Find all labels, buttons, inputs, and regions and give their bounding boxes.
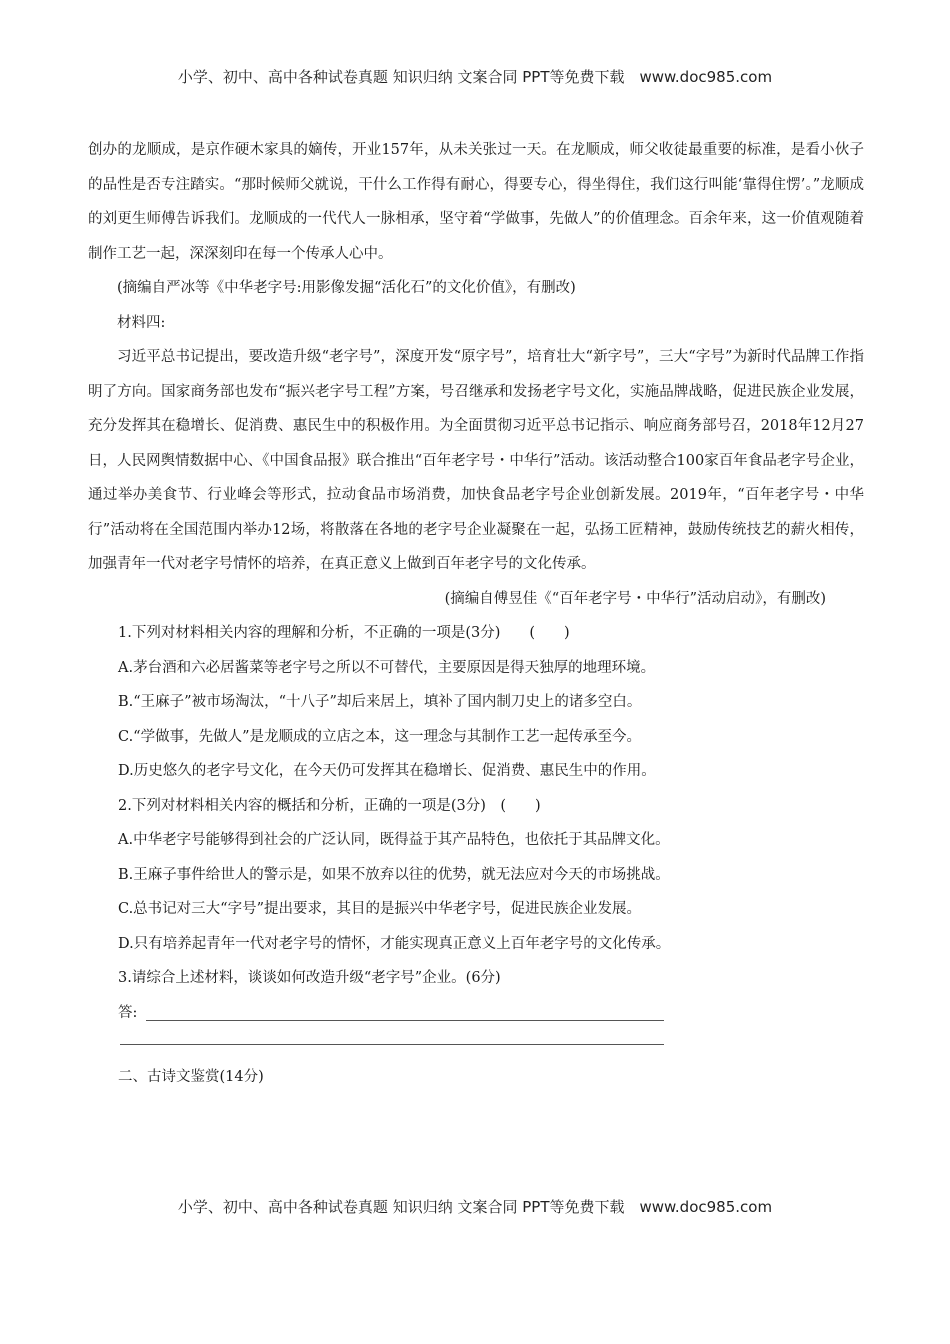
question-1-option-b: B.“王麻子”被市场淘汰，“十八子”却后来居上，填补了国内制刀史上的诸多空白。 — [118, 694, 642, 710]
passage-paragraph-2: 习近平总书记提出，要改造升级“老字号”，深度开发“原字号”，培育壮大“新字号”，三大“字号”为新时代品牌工作指明了方向。国家商务部也发布“振兴老字号工程”方案，号召继承和发扬老字号文化，实施品牌战略，促进民族企业发展，充分发挥其在稳增长、促消费、惠民生中的积极作用。为全面贯彻习近平总书记指示、响应商务部号召，2018年12月27日，人民网舆情数据中心、《中国食品报》联合推出“百年老字号・中华行”活动。该活动整合100家百年食品老字号企业，通过举办美食节、行业峰会等形式，拉动食品市场消费，加快食品老字号企业创新发展。2019年，“百年老字号・中华行”活动将在全国范围内举办12场，将散落在各地的老字号企业凝聚在一起，弘扬工匠精神，鼓励传统技艺的薪火相传，加强青年一代对老字号情怀的培养，在真正意义上做到百年老字号的文化传承。 — [88, 349, 864, 572]
question-3 — [88, 961, 864, 1060]
answer-line-2[interactable] — [88, 1030, 864, 1060]
question-2 — [88, 789, 864, 962]
question-1-option-c: C.“学做事，先做人”是龙顺成的立店之本，这一理念与其制作工艺一起传承至今。 — [118, 728, 642, 745]
footer-banner: 小学、初中、高中各种试卷真题 知识归纳 文案合同 PPT等免费下载 www.doc985.com — [177, 1198, 773, 1216]
source-citation-1: (摘编自严冰等《中华老字号:用影像发掘“活化石”的文化价值》，有删改) — [117, 280, 576, 296]
question-2-option-d: D.只有培养起青年一代对老字号的情怀，才能实现真正意义上百年老字号的文化传承。 — [118, 935, 671, 952]
answer-label: 答: — [118, 1004, 138, 1021]
passage-paragraph-1: 创办的龙顺成，是京作硬木家具的嫡传，开业157年，从未关张过一天。在龙顺成，师父收徒最重要的标准，是看小伙子的品性是否专注踏实。“那时候师父就说，干什么工作得有耐心，得要专心，得坐得住，我们这行叫能‘靠得住愣’。”龙顺成的刘更生师傅告诉我们。龙顺成的一代代人一脉相承，坚守着“学做事，先做人”的价值理念。百余年来，这一价值观随着制作工艺一起，深深刻印在每一个传承人心中。 — [88, 142, 864, 262]
header-banner: 小学、初中、高中各种试卷真题 知识归纳 文案合同 PPT等免费下载 www.doc985.com — [177, 68, 773, 86]
question-1-option-d: D.历史悠久的老字号文化，在今天仍可发挥其在稳增长、促消费、惠民生中的作用。 — [118, 763, 656, 779]
section-2-title: 二、古诗文鉴赏(14分) — [118, 1069, 264, 1085]
answer-line[interactable] — [88, 996, 864, 1031]
question-2-option-c: C.总书记对三大“字号”提出要求，其目的是振兴中华老字号，促进民族企业发展。 — [118, 901, 642, 917]
answer-underline-2 — [120, 1044, 664, 1045]
question-3-stem: 3.请综合上述材料，谈谈如何改造升级“老字号”企业。(6分) — [118, 970, 501, 986]
question-1 — [88, 616, 864, 789]
material-4-label: 材料四: — [117, 314, 166, 331]
question-2-option-a: A.中华老字号能够得到社会的广泛认同，既得益于其产品特色，也依托于其品牌文化。 — [118, 832, 670, 848]
question-2-stem: 2.下列对材料相关内容的概括和分析，正确的一项是(3分) ( ) — [118, 797, 541, 814]
source-citation-2: (摘编自傅昱佳《“百年老字号・中华行”活动启动》，有删改) — [444, 590, 826, 607]
question-2-option-b: B.王麻子事件给世人的警示是，如果不放弃以往的优势，就无法应对今天的市场挑战。 — [118, 866, 670, 883]
exam-content — [88, 133, 864, 1095]
question-1-option-a: A.茅台酒和六必居酱菜等老字号之所以不可替代，主要原因是得天独厚的地理环境。 — [118, 659, 656, 676]
question-1-stem: 1.下列对材料相关内容的理解和分析，不正确的一项是(3分) ( ) — [118, 625, 570, 641]
answer-underline — [146, 1020, 664, 1021]
